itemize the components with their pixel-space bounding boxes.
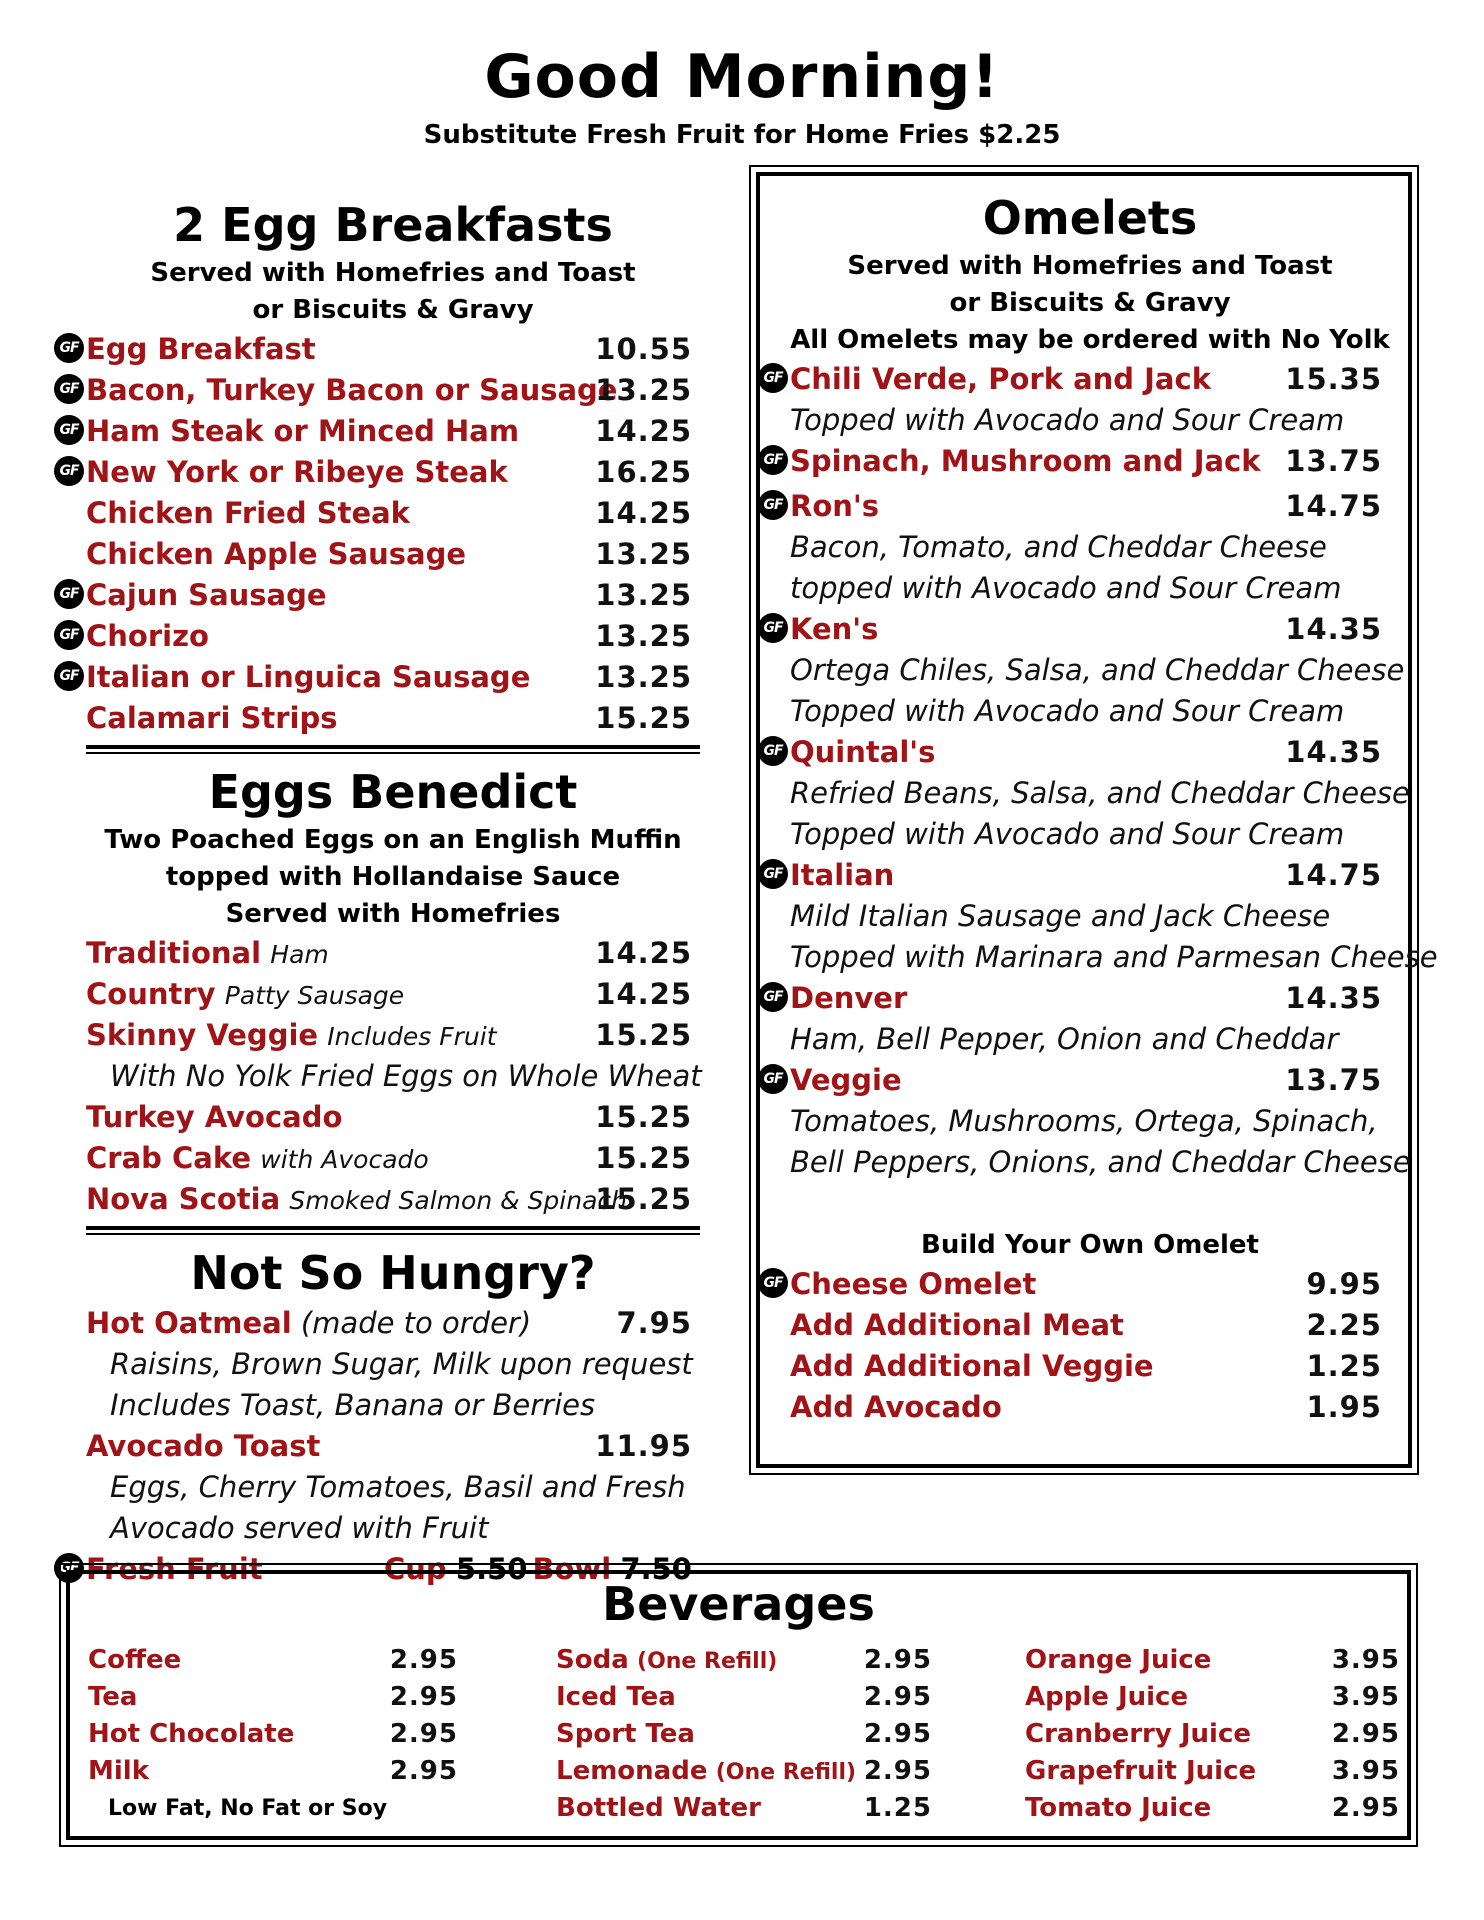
item-name: Crab Cake [86, 1141, 252, 1175]
benedict-list [86, 933, 700, 1220]
item-name: Hot Oatmeal [86, 1306, 292, 1340]
menu-item [86, 974, 700, 1015]
item-price: 14.75 [1285, 489, 1382, 523]
bowl-label: Bowl [532, 1552, 612, 1586]
build-list [763, 1264, 1390, 1428]
bowl-price: 7.50 [620, 1552, 692, 1586]
item-name: Turkey Avocado [86, 1100, 343, 1134]
beverage-name: Grapefruit Juice [1025, 1756, 1257, 1786]
build-omelet-title: Build Your Own Omelet [921, 1230, 1259, 1260]
beverage-price: 2.95 [1331, 1793, 1400, 1823]
gluten-free-icon: GF [54, 661, 84, 691]
beverage-price: 3.95 [1331, 1682, 1400, 1712]
item-name: Add Avocado [790, 1390, 1002, 1424]
item-description: topped with Avocado and Sour Cream [790, 571, 1342, 605]
beverage-name: Hot Chocolate [88, 1719, 295, 1749]
menu-item [790, 1346, 1390, 1387]
gluten-free-icon: GF [54, 415, 84, 445]
item-name: Egg Breakfast [86, 332, 316, 366]
item-price: 7.95 [616, 1306, 692, 1340]
menu-item [763, 441, 1390, 482]
item-description: Eggs, Cherry Tomatoes, Basil and Fresh [110, 1470, 686, 1504]
item-price: 15.25 [595, 701, 692, 735]
beverage-name: Bottled Water [556, 1793, 761, 1823]
omelets-desc: Served with Homefries and Toast [847, 251, 1333, 281]
gluten-free-icon: GF [758, 982, 788, 1012]
menu-item [59, 616, 700, 657]
beverages-column [556, 1642, 932, 1827]
item-price: 13.25 [595, 619, 692, 653]
item-price: 14.35 [1285, 612, 1382, 646]
left-column [59, 195, 702, 1590]
gluten-free-icon: GF [54, 579, 84, 609]
menu-item [59, 329, 700, 370]
omelets-box [756, 172, 1438, 1468]
item-price: 15.25 [595, 1141, 692, 1175]
beverage-note: (One Refill) [637, 1649, 778, 1674]
menu-item [59, 575, 700, 616]
beverage-price: 2.95 [389, 1719, 458, 1749]
item-description: Topped with Marinara and Parmesan Cheese [790, 940, 1438, 974]
menu-item [59, 370, 700, 411]
beverage-price: 2.95 [863, 1645, 932, 1675]
gluten-free-icon: GF [54, 456, 84, 486]
beverage-price: 3.95 [1331, 1756, 1400, 1786]
beverage-note: (One Refill) [715, 1760, 857, 1785]
item-name: Country [86, 977, 216, 1011]
item-name: Nova Scotia [86, 1182, 281, 1216]
item-name: Add Additional Veggie [790, 1349, 1154, 1383]
beverage-name: Coffee [88, 1645, 182, 1675]
item-detail: with Avocado [260, 1145, 429, 1174]
gluten-free-icon: GF [758, 1268, 788, 1298]
item-name: Skinny Veggie [86, 1018, 319, 1052]
item-name: Chorizo [86, 619, 209, 653]
item-description: Bacon, Tomato, and Cheddar Cheese [790, 530, 1327, 564]
item-description: Raisins, Brown Sugar, Milk upon request [110, 1347, 693, 1381]
item-name: Bacon, Turkey Bacon or Sausage [86, 373, 618, 407]
beverage-price: 2.95 [389, 1682, 458, 1712]
beverage-price: 3.95 [1331, 1645, 1400, 1675]
beverage-name: Sport Tea [556, 1719, 695, 1749]
beverage-item [1025, 1716, 1400, 1753]
omelet-list [763, 359, 1438, 1183]
gluten-free-icon: GF [758, 1064, 788, 1094]
item-description: Topped with Avocado and Sour Cream [790, 694, 1345, 728]
beverage-note: Low Fat, No Fat or Soy [108, 1796, 388, 1821]
gluten-free-icon: GF [758, 445, 788, 475]
hungry-title: Not So Hungry? [190, 1246, 596, 1300]
menu-item [59, 452, 700, 493]
item-name: Veggie [790, 1063, 902, 1097]
benedict-desc: topped with Hollandaise Sauce [165, 862, 621, 892]
gluten-free-icon: GF [758, 736, 788, 766]
beverage-price: 1.25 [863, 1793, 932, 1823]
gluten-free-icon: GF [758, 613, 788, 643]
item-name: Ken's [790, 612, 879, 646]
omelets-desc: or Biscuits & Gravy [949, 288, 1231, 318]
beverages-column [88, 1642, 458, 1827]
beverage-name: Milk [88, 1756, 149, 1786]
beverage-item [556, 1790, 932, 1827]
item-name: Add Additional Meat [790, 1308, 1124, 1342]
item-detail: Includes Fruit [327, 1022, 497, 1051]
two-egg-desc: or Biscuits & Gravy [252, 295, 534, 325]
beverage-item [1025, 1790, 1400, 1827]
item-price: 11.95 [595, 1429, 692, 1463]
omelets-desc: All Omelets may be ordered with No Yolk [790, 325, 1390, 355]
menu-item [86, 1015, 700, 1056]
item-name: Avocado Toast [86, 1429, 321, 1463]
item-name: Chicken Apple Sausage [86, 537, 467, 571]
beverage-item [556, 1642, 932, 1679]
item-name: Chili Verde, Pork and Jack [790, 362, 1211, 396]
gluten-free-icon: GF [54, 333, 84, 363]
menu-item [790, 1305, 1390, 1346]
menu-item [763, 486, 1390, 527]
beverage-item [88, 1679, 458, 1716]
item-price: 14.25 [595, 936, 692, 970]
item-name: Quintal's [790, 735, 936, 769]
item-price: 13.25 [595, 660, 692, 694]
item-description: Bell Peppers, Onions, and Cheddar Cheese [790, 1145, 1411, 1179]
omelets-title: Omelets [982, 191, 1198, 245]
cup-label: Cup [384, 1552, 447, 1586]
item-price: 13.25 [595, 578, 692, 612]
item-price: 13.75 [1285, 1063, 1382, 1097]
item-detail: Smoked Salmon & Spinach [289, 1186, 628, 1215]
menu-item [86, 698, 700, 739]
menu-item [763, 855, 1390, 896]
item-price: 1.95 [1306, 1390, 1382, 1424]
beverage-price: 2.95 [389, 1756, 458, 1786]
beverage-name: Tomato Juice [1025, 1793, 1212, 1823]
item-price: 14.35 [1285, 981, 1382, 1015]
two-egg-desc: Served with Homefries and Toast [150, 258, 636, 288]
beverage-name: Lemonade [556, 1756, 708, 1786]
menu-item [86, 493, 700, 534]
gluten-free-icon: GF [54, 374, 84, 404]
menu-item [86, 1138, 700, 1179]
beverage-name: Orange Juice [1025, 1645, 1212, 1675]
menu-item [763, 1264, 1390, 1305]
menu-item [790, 1387, 1390, 1428]
item-price: 2.25 [1306, 1308, 1382, 1342]
item-description: Topped with Avocado and Sour Cream [790, 817, 1345, 851]
cup-price: 5.50 [455, 1552, 528, 1586]
gluten-free-icon: GF [758, 363, 788, 393]
benedict-desc: Served with Homefries [225, 899, 561, 929]
page-subtitle: Substitute Fresh Fruit for Home Fries $2.25 [423, 120, 1061, 150]
beverage-price: 2.95 [1331, 1719, 1400, 1749]
item-name: Chicken Fried Steak [86, 496, 410, 530]
item-price: 1.25 [1306, 1349, 1382, 1383]
beverage-name: Cranberry Juice [1025, 1719, 1251, 1749]
menu-item [763, 732, 1390, 773]
menu-item [86, 1303, 700, 1344]
item-price: 15.25 [595, 1100, 692, 1134]
menu-item [763, 978, 1390, 1019]
beverage-item [1025, 1753, 1400, 1790]
item-description: Ortega Chiles, Salsa, and Cheddar Cheese [790, 653, 1405, 687]
benedict-title: Eggs Benedict [208, 765, 578, 819]
item-detail: Ham [270, 940, 329, 969]
item-price: 9.95 [1306, 1267, 1382, 1301]
beverage-price: 2.95 [863, 1682, 932, 1712]
item-price: 13.75 [1285, 444, 1382, 478]
item-price: 10.55 [595, 332, 692, 366]
item-description: Mild Italian Sausage and Jack Cheese [790, 899, 1331, 933]
divider [86, 745, 700, 754]
item-name: Traditional [86, 936, 262, 970]
item-name: Cajun Sausage [86, 578, 327, 612]
menu-item [763, 609, 1390, 650]
gluten-free-icon: GF [758, 490, 788, 520]
beverage-item [1025, 1642, 1400, 1679]
item-price: 13.25 [595, 537, 692, 571]
item-name: Italian [790, 858, 895, 892]
item-price: 14.35 [1285, 735, 1382, 769]
menu-item [86, 534, 700, 575]
benedict-desc: Two Poached Eggs on an English Muffin [104, 825, 682, 855]
item-detail: Patty Sausage [224, 981, 405, 1010]
menu-item [763, 359, 1390, 400]
item-name: Calamari Strips [86, 701, 338, 735]
item-description: Refried Beans, Salsa, and Cheddar Cheese [790, 776, 1410, 810]
item-description: Avocado served with Fruit [110, 1511, 489, 1545]
item-price: 15.25 [595, 1018, 692, 1052]
beverage-price: 2.95 [863, 1719, 932, 1749]
item-price: 15.25 [595, 1182, 692, 1216]
menu-item [86, 1179, 700, 1220]
menu-item [86, 933, 700, 974]
item-description: Tomatoes, Mushrooms, Ortega, Spinach, [790, 1104, 1378, 1138]
menu-item [763, 1060, 1390, 1101]
item-price: 14.25 [595, 414, 692, 448]
item-name: Cheese Omelet [790, 1267, 1037, 1301]
beverages-column [1025, 1642, 1400, 1827]
item-description: Ham, Bell Pepper, Onion and Cheddar [790, 1022, 1339, 1056]
item-detail: (made to order) [300, 1306, 532, 1340]
beverage-item [556, 1716, 932, 1753]
beverage-item [1025, 1679, 1400, 1716]
gluten-free-icon: GF [54, 1553, 84, 1583]
divider [86, 1226, 700, 1235]
item-price: 13.25 [595, 373, 692, 407]
item-price: 14.25 [595, 977, 692, 1011]
item-description: Includes Toast, Banana or Berries [110, 1388, 596, 1422]
beverage-name: Iced Tea [556, 1682, 676, 1712]
beverages-title: Beverages [602, 1577, 875, 1631]
beverage-name: Tea [88, 1682, 138, 1712]
beverage-item [556, 1753, 932, 1790]
item-name: Denver [790, 981, 908, 1015]
beverage-name: Soda [556, 1645, 629, 1675]
menu-item [59, 657, 700, 698]
item-name: New York or Ribeye Steak [86, 455, 508, 489]
menu-item [86, 1097, 700, 1138]
two-egg-title: 2 Egg Breakfasts [173, 198, 613, 252]
beverage-item [88, 1716, 458, 1753]
item-name: Spinach, Mushroom and Jack [790, 444, 1261, 478]
item-description: With No Yolk Fried Eggs on Whole Wheat [110, 1059, 702, 1093]
item-price: 14.25 [595, 496, 692, 530]
item-price: 15.35 [1285, 362, 1382, 396]
page-title: Good Morning! [484, 42, 1000, 112]
two-egg-list [59, 329, 700, 739]
item-name: Italian or Linguica Sausage [86, 660, 531, 694]
item-name: Ron's [790, 489, 880, 523]
item-name: Fresh Fruit [86, 1552, 263, 1586]
item-price: 16.25 [595, 455, 692, 489]
gluten-free-icon: GF [54, 620, 84, 650]
beverage-item [88, 1753, 458, 1790]
menu-item [59, 411, 700, 452]
beverage-price: 2.95 [389, 1645, 458, 1675]
item-description: Topped with Avocado and Sour Cream [790, 403, 1345, 437]
item-price: 14.75 [1285, 858, 1382, 892]
beverage-price: 2.95 [863, 1756, 932, 1786]
beverages-box [66, 1570, 1411, 1840]
beverage-name: Apple Juice [1025, 1682, 1189, 1712]
beverage-item [88, 1642, 458, 1679]
menu-item [86, 1426, 700, 1467]
beverage-item [556, 1679, 932, 1716]
gluten-free-icon: GF [758, 859, 788, 889]
item-name: Ham Steak or Minced Ham [86, 414, 520, 448]
